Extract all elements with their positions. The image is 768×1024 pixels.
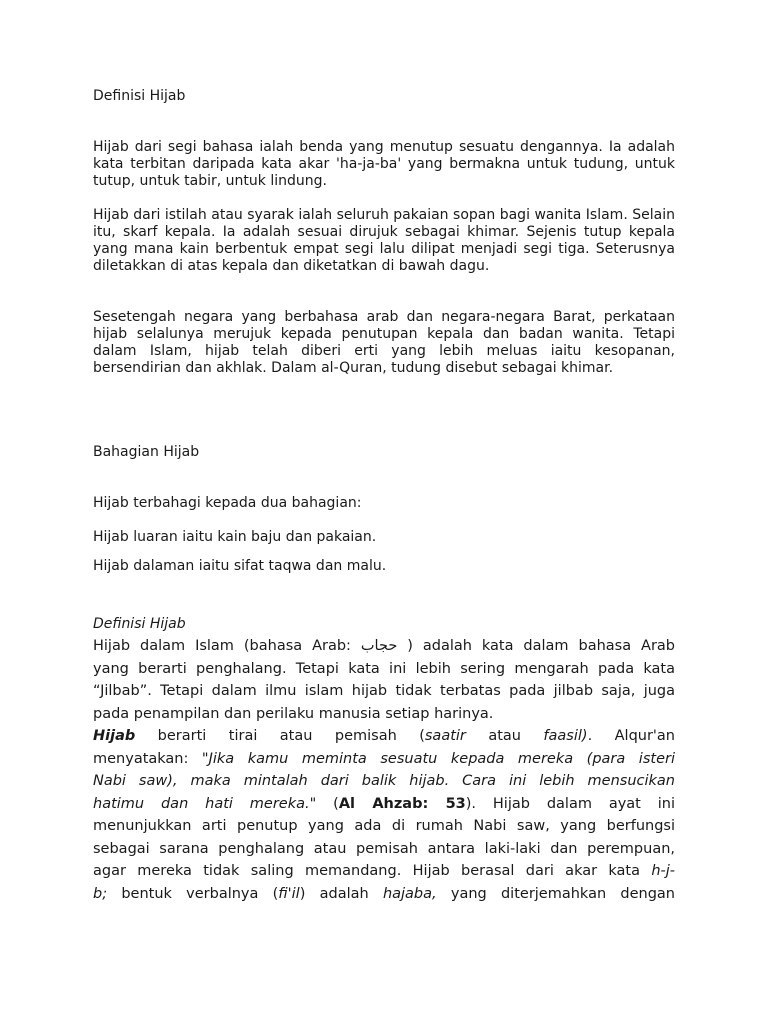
bahagian-intro: Hijab terbahagi kepada dua bahagian: xyxy=(93,495,362,511)
paragraph-istilah: Hijab dari istilah atau syarak ialah seluruh pakaian sopan bagi wanita Islam. Selain itu, skarf kepala. Ia adalah sesuai dirujuk sebagai khimar. Sejenis tutup kepala yang mana kain berbentuk empat segi lalu dilipat menjadi segi tiga. Seterusnya diletakkan di atas kepala dan diketatkan di bawah dagu. xyxy=(93,207,675,274)
text-line: sebagai sarana penghalang atau pemisah antara laki-laki dan perempuan, xyxy=(93,840,675,857)
text-line: menunjukkan arti penutup yang ada di rumah Nabi saw, yang berfungsi xyxy=(93,818,675,834)
text-line: “Jilbab”. Tetapi dalam ilmu islam hijab tidak terbatas pada jilbab saja, juga xyxy=(93,683,675,699)
quran-reference: Al Ahzab: 53 xyxy=(338,795,466,812)
text-line: yang berarti penghalang. Tetapi kata ini lebih sering mengarah pada kata xyxy=(93,660,675,677)
text-line: agar mereka tidak saling memandang. Hijab berasal dari akar kata h-j- xyxy=(93,863,675,879)
section-heading-definisi-2: Definisi Hijab xyxy=(93,616,186,632)
section-heading-definisi: Definisi Hijab xyxy=(93,88,186,104)
paragraph-negara: Sesetengah negara yang berbahasa arab dan negara-negara Barat, perkataan hijab selalunya merujuk kepada penutupan kepala dan badan wanita. Tetapi dalam Islam, hijab telah diberi erti yang lebih meluas iaitu kesopanan, bersendirian dan akhlak. Dalam al-Quran, tudung disebut sebagai khimar. xyxy=(93,309,675,376)
text-line: Nabi saw), maka mintalah dari balik hijab. Cara ini lebih mensucikan xyxy=(93,773,675,789)
text-line: menyatakan: "Jika kamu meminta sesuatu kepada mereka (para isteri xyxy=(93,750,675,767)
text-line: Hijab berarti tirai atau pemisah (saatir atau faasil). Alqur'an xyxy=(93,728,675,744)
text-line: hatimu dan hati mereka." (Al Ahzab: 53). Hijab dalam ayat ini xyxy=(93,795,675,812)
paragraph-definisi-islam xyxy=(93,635,675,905)
text-line: pada penampilan dan perilaku manusia setiap harinya. xyxy=(93,705,494,722)
list-item-dalaman: Hijab dalaman iaitu sifat taqwa dan malu. xyxy=(93,558,387,574)
text-line: b; bentuk verbalnya (fi'il) adalah hajaba, yang diterjemahkan dengan xyxy=(93,885,675,902)
arabic-word: حجاب xyxy=(360,638,398,654)
text-line: Hijab dalam Islam (bahasa Arab: حجاب ) adalah kata dalam bahasa Arab xyxy=(93,638,676,654)
list-item-luaran: Hijab luaran iaitu kain baju dan pakaian. xyxy=(93,529,377,545)
paragraph-bahasa: Hijab dari segi bahasa ialah benda yang menutup sesuatu dengannya. Ia adalah kata terbitan daripada kata akar 'ha-ja-ba' yang bermakna untuk tudung, untuk tutup, untuk tabir, untuk lindung. xyxy=(93,139,675,189)
section-heading-bahagian: Bahagian Hijab xyxy=(93,444,200,460)
